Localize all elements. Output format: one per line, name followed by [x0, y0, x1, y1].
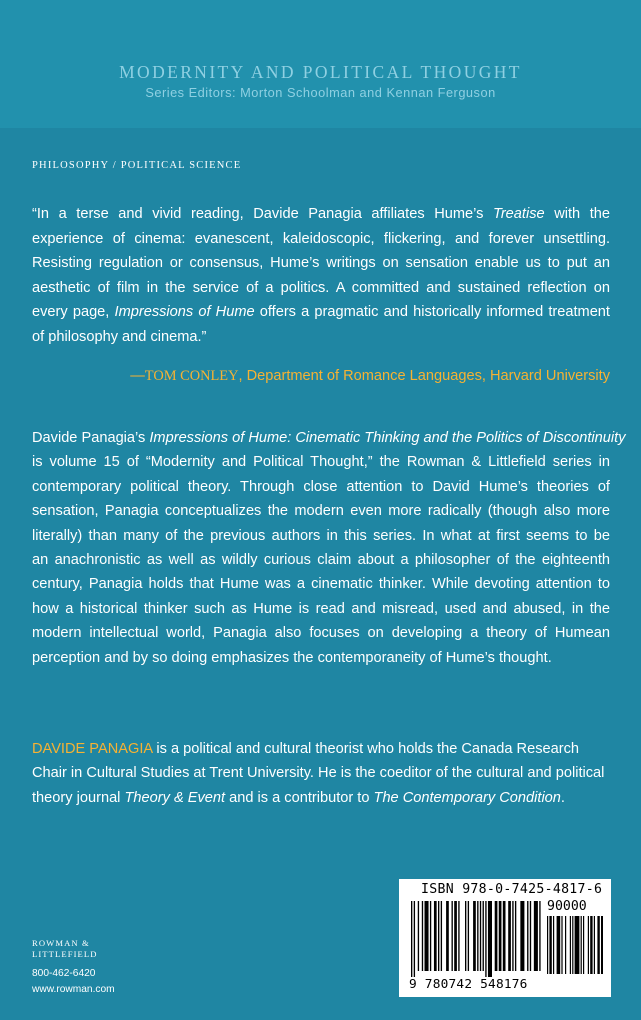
- barcode-bar: [477, 901, 478, 971]
- description-line: modern intellectual world, Panagia also focuses on developing a theory of Humean: [32, 625, 610, 642]
- barcode-bar: [590, 916, 592, 974]
- barcode-bar: [581, 916, 582, 974]
- isbn-label: ISBN 978-0-7425-4817-6: [421, 882, 603, 897]
- barcode-bar: [441, 901, 442, 971]
- barcode-bar: [458, 901, 459, 971]
- barcode-bar: [512, 901, 513, 971]
- quote-line: aesthetic of film in the service of a politics. A committed and sustained reflection on: [32, 279, 610, 296]
- barcode-bar: [601, 916, 603, 974]
- publisher-contact: [32, 966, 115, 998]
- barcode-bar: [468, 901, 469, 971]
- series-editors: Series Editors: Morton Schoolman and Kennan Ferguson: [145, 85, 496, 100]
- barcode-bar: [488, 901, 492, 977]
- description-line: perception and by so doing emphasizes the contemporaneity of Hume’s thought.: [32, 649, 552, 666]
- barcode-bar: [594, 916, 595, 974]
- publisher-logo-line: ROWMAN &: [32, 938, 90, 948]
- barcode-bar: [561, 916, 562, 974]
- description-line: an anachronistic as well as wildly curious claim about a philosopher of the eighteenth: [32, 552, 610, 569]
- description-line: Davide Panagia’s Impressions of Hume: Cinematic Thinking and the Politics of Discontinuity: [32, 430, 626, 446]
- description-line: contemporary political theory. Through close attention to David Hume’s theories of: [32, 478, 610, 495]
- barcode-bar: [411, 901, 412, 977]
- description-line: sensation, Panagia conceptualizes the modern even more radically (though also more: [32, 503, 610, 520]
- barcode-bar: [565, 916, 566, 974]
- description-line: how a historical thinker such as Hume is read and misread, used and abused, in the: [32, 600, 610, 617]
- barcode-bar: [454, 901, 457, 971]
- barcode-bar: [503, 901, 506, 971]
- barcode-bar: [515, 901, 516, 971]
- barcode-bar: [557, 916, 561, 974]
- barcode-bar: [465, 901, 466, 971]
- barcode-bar: [530, 901, 531, 971]
- barcode-bar: [422, 901, 423, 971]
- barcode-bar: [495, 901, 498, 971]
- barcode-bar: [434, 901, 437, 971]
- quote-attribution: —TOM CONLEY, Department of Romance Languages, Harvard University: [130, 368, 610, 384]
- quote-line: of philosophy and cinema.”: [32, 328, 207, 345]
- isbn-barcode: [399, 879, 611, 997]
- barcode-bar: [485, 901, 486, 977]
- publisher-logo: [32, 938, 98, 960]
- endorsement-quote: [32, 202, 610, 350]
- ean-barcode-bars: [411, 901, 541, 979]
- barcode-bar: [483, 901, 484, 971]
- quote-line: experience of cinema: evanescent, kaleidoscopic, flickering, and forever unsettling.: [32, 230, 610, 247]
- barcode-bar: [452, 901, 453, 971]
- barcode-bar: [597, 916, 599, 974]
- barcode-bar: [480, 901, 481, 971]
- barcode-bar: [425, 901, 429, 971]
- book-description: [32, 426, 626, 670]
- author-bio-line: Chair in Cultural Studies at Trent University. He is the coeditor of the cultural and political: [32, 765, 605, 782]
- description-line: is volume 15 of “Modernity and Political Thought,” the Rowman & Littlefield series in: [32, 454, 610, 471]
- barcode-bar: [549, 916, 551, 974]
- barcode-bar: [430, 901, 431, 971]
- barcode-bar: [499, 901, 502, 971]
- barcode-bar: [539, 901, 540, 971]
- barcode-bar: [446, 901, 449, 971]
- barcode-bar: [508, 901, 511, 971]
- barcode-bar: [583, 916, 584, 974]
- quote-line: Resisting regulation or consensus, Hume’s writings on sensation enable us to put an: [32, 255, 610, 272]
- attribution-name: TOM CONLEY: [144, 368, 239, 384]
- quote-line: every page, Impressions of Hume offers a pragmatic and historically informed treatment: [32, 304, 610, 321]
- barcode-bar: [572, 916, 573, 974]
- barcode-bar: [570, 916, 571, 974]
- barcode-bar: [575, 916, 580, 974]
- barcode-bar: [553, 916, 554, 974]
- barcode-bar: [414, 901, 415, 977]
- barcode-bar: [527, 901, 528, 971]
- subject-category: PHILOSOPHY / POLITICAL SCIENCE: [32, 160, 242, 171]
- author-bio-line: theory journal Theory & Event and is a contributor to The Contemporary Condition.: [32, 789, 565, 806]
- quote-line: “In a terse and vivid reading, Davide Panagia affiliates Hume’s Treatise with the: [32, 206, 610, 222]
- barcode-bar: [473, 901, 476, 971]
- barcode-bar: [534, 901, 538, 971]
- series-title: MODERNITY AND POLITICAL THOUGHT: [119, 62, 522, 82]
- price-code: 90000: [547, 899, 587, 914]
- barcode-bar: [418, 901, 419, 971]
- publisher-website: www.rowman.com: [32, 984, 115, 995]
- author-name: DAVIDE PANAGIA: [32, 741, 153, 757]
- description-line: literally) than many of the previous authors in this series. In what at first seems to be: [32, 527, 610, 544]
- addon-barcode-bars: [547, 916, 603, 978]
- publisher-logo-line: LITTLEFIELD: [32, 949, 98, 959]
- barcode-bar: [547, 916, 548, 974]
- author-bio: [32, 737, 617, 810]
- author-bio-line: DAVIDE PANAGIA is a political and cultural theorist who holds the Canada Research: [32, 741, 580, 757]
- barcode-bar: [588, 916, 589, 974]
- description-line: century, Panagia holds that Hume was a cinematic thinker. While devoting attention to: [32, 576, 610, 593]
- barcode-bar: [520, 901, 524, 971]
- barcode-bar: [438, 901, 439, 971]
- barcode-digits: 9 780742 548176: [409, 977, 528, 992]
- publisher-phone: 800-462-6420: [32, 968, 96, 979]
